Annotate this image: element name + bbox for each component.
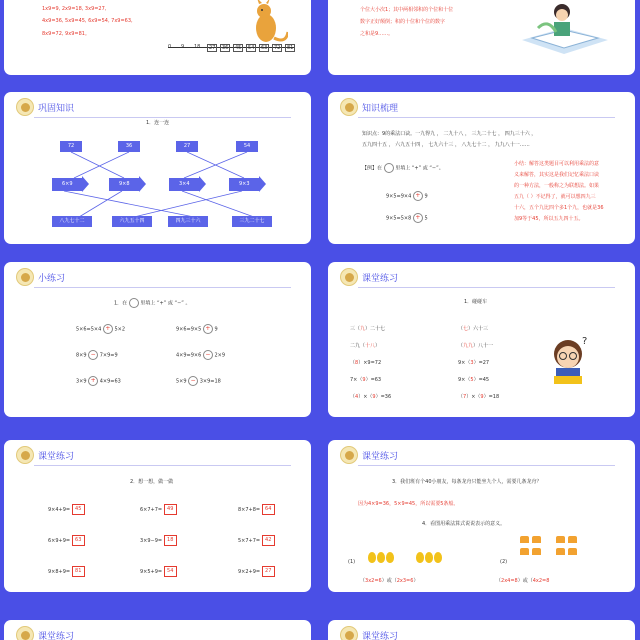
number-box: 36 [118, 141, 140, 152]
example-label: 【例】在 里填上 “+” 或 “−”。 [362, 163, 444, 173]
example-eq: 9×5=5×8 + 5 [386, 214, 428, 222]
slide-title: 知识梳理 [362, 103, 399, 114]
number-box: 72 [60, 141, 82, 152]
slide-dragon-boat [328, 440, 635, 592]
practice-item: 4×9=9×6 − 2×9 [176, 351, 226, 359]
fill-item: （4）×（9）=36 [350, 394, 392, 400]
logo-icon [340, 268, 358, 286]
tick-label: 81 [287, 45, 294, 51]
slide-title: 课堂练习 [362, 273, 399, 284]
tip-line: 十六，五个九比四个多1个九，也就是36 [514, 205, 604, 211]
practice-item: 5×9 − 3×9=18 [176, 377, 221, 385]
tick-label: 18 [194, 44, 201, 50]
number-box: 54 [236, 141, 258, 152]
fill-item: 二九（十八） [350, 343, 381, 349]
reading-girl-illustration [518, 0, 612, 56]
svg-text:?: ? [582, 336, 588, 347]
tick-label: 63 [261, 45, 268, 51]
slide-title: 巩固知识 [38, 103, 75, 114]
answer-circle: + [413, 213, 423, 223]
slide-header [340, 268, 398, 286]
tick-label: 9 [181, 44, 185, 50]
practice-item: 5×6=5×4 + 5×2 [76, 325, 126, 333]
fill-item: 9×（5）=45 [458, 377, 490, 383]
text-line: 1x9=9, 2x9=18, 3x9=27, [42, 6, 107, 12]
text-line: 之和是9……。 [360, 31, 394, 37]
phrase-box: 六九五十四 [112, 216, 152, 227]
cake [556, 536, 565, 543]
answer-circle: − [188, 376, 198, 386]
slide-nine-pattern [328, 0, 635, 75]
tip-line: 小结：解答这类题目可以利用乘法的意 [514, 161, 600, 167]
tick-label: 45 [235, 45, 242, 51]
slide-title: 课堂练习 [38, 631, 75, 640]
divider [34, 287, 291, 288]
fill-item: 9×（3）=27 [458, 360, 490, 366]
cake [532, 536, 541, 543]
divider [34, 465, 291, 466]
calc-item: 3×9−9= 18 [140, 535, 177, 546]
calc-item: 9×4+9= 45 [48, 504, 85, 515]
logo-icon [340, 446, 358, 464]
cake [520, 536, 529, 543]
slide-header [340, 446, 398, 464]
exercise-title: 1．连一连 [146, 120, 170, 126]
slide-knowledge [328, 92, 635, 244]
question-4: 4．看图用乘法算式说说表示的意义。 [422, 521, 506, 527]
slide-consolidate [4, 92, 311, 244]
label-1: (1) [348, 559, 356, 565]
tip-line: 五九（ ）不记得了，就可以想四九三 [514, 194, 596, 200]
answer-circle: + [413, 191, 423, 201]
logo-icon [340, 626, 358, 640]
fill-item: 7×（9）=63 [350, 377, 382, 383]
answer-box: 42 [262, 535, 275, 546]
phrase-box: 八九七十二 [52, 216, 92, 227]
answer-box: 45 [72, 504, 85, 515]
exercise-title: 1．碰碰车 [464, 299, 488, 305]
tick-label: 36 [222, 45, 229, 51]
answer-circle: + [203, 324, 213, 334]
tick-label: 27 [209, 45, 216, 51]
answer-circle: + [103, 324, 113, 334]
calc-item: 6×7+7= 49 [140, 504, 177, 515]
answer-box: 49 [164, 504, 177, 515]
answer-box: 63 [72, 535, 85, 546]
slide-header [16, 268, 65, 286]
tick-label: 54 [248, 45, 255, 51]
practice-item: 9×6=9×5 + 9 [176, 325, 218, 333]
text-line: 8x9=72, 9x9=81。 [42, 31, 90, 37]
text-line: 个位大小次1；其中两相邻积的个位和十位 [360, 7, 454, 13]
expression-arrow: 9×8 [109, 178, 139, 191]
slide-header [340, 98, 398, 116]
answer-box: 81 [72, 566, 85, 577]
slide-think-do [4, 440, 311, 592]
practice-item: 8×9 − 7×9=9 [76, 351, 118, 359]
answer-4-1: （3x2=6）或（2x3=6） [360, 578, 419, 584]
tip-line: 的一种方法，一般称之为联想法。如果 [514, 183, 600, 189]
logo-icon [16, 268, 34, 286]
fill-item: （七）六十三 [458, 326, 489, 332]
answer-circle: − [88, 350, 98, 360]
answer-box: 54 [164, 566, 177, 577]
exercise-title: 2．想一想，做一做 [130, 479, 174, 485]
calc-item: 9×2+9= 27 [238, 566, 275, 577]
question-3: 3．我们班有个40小朋友，每条龙舟只能坐九个人，需要几条龙舟？ [392, 479, 542, 485]
divider [358, 465, 615, 466]
slide-title: 课堂练习 [38, 451, 75, 462]
fill-item: （九九）八十一 [458, 343, 494, 349]
slide-multiplication-list [4, 0, 311, 75]
answer-box: 64 [262, 504, 275, 515]
tick-label: 0 [168, 44, 172, 50]
answer-box: 27 [262, 566, 275, 577]
pear-group [368, 548, 395, 567]
cake [520, 548, 529, 555]
boy-reading-illustration [544, 332, 596, 388]
fill-item: 三（九）二十七 [350, 326, 386, 332]
practice-item: 3×9 + 4×9=63 [76, 377, 121, 385]
knowledge-point: 知识点：9的乘法口诀。一九得九 ， 二九十八 ， 三九二十七 ， 四九三十六 ， [362, 131, 537, 137]
logo-icon [16, 446, 34, 464]
cake [568, 548, 577, 555]
label-2: (2) [500, 559, 508, 565]
expression-arrow: 3×4 [169, 178, 199, 191]
calc-item: 5×7+7= 42 [238, 535, 275, 546]
logo-icon [16, 626, 34, 640]
blank-circle [384, 163, 394, 173]
divider [358, 117, 615, 118]
expression-arrow: 9×3 [229, 178, 259, 191]
phrase-box: 四九三十六 [168, 216, 208, 227]
calc-item: 6×9+9= 63 [48, 535, 85, 546]
answer-4-2: （2x4=8）或（4x2=8 [496, 578, 550, 584]
answer-circle: − [203, 350, 213, 360]
answer-3: 因为4×9=36，5×9=45，所以需要5条船。 [358, 501, 459, 507]
cake [568, 536, 577, 543]
slide-header [16, 626, 74, 640]
cake [532, 548, 541, 555]
phrase-box: 三九二十七 [232, 216, 272, 227]
tip-line: 加9等于45，所以五九四十五。 [514, 216, 584, 222]
calc-item: 9×8+9= 81 [48, 566, 85, 577]
blank-circle [129, 298, 139, 308]
pear-group [416, 548, 443, 567]
slide-title: 课堂练习 [362, 631, 399, 640]
answer-box: 18 [164, 535, 177, 546]
fill-item: （8）×9=72 [350, 360, 382, 366]
calc-item: 9×5+9= 54 [140, 566, 177, 577]
knowledge-point-cont: 五九四十五 ， 六九五十四 ， 七九六十三 ， 八九七十二 ， 九九八十一…… [362, 142, 530, 148]
slide-cut-bottom-right [328, 620, 635, 640]
kangaroo-illustration [244, 0, 288, 48]
example-eq: 9×5=9×4 + 9 [386, 192, 428, 200]
tick-label: 72 [274, 45, 281, 51]
divider [358, 287, 615, 288]
number-line-ticks [168, 44, 298, 58]
expression-arrow: 6×9 [52, 178, 82, 191]
exercise-title: 1．在 里填上 “+” 或 “−” 。 [114, 298, 190, 308]
slide-title: 小练习 [38, 273, 66, 284]
cake [556, 548, 565, 555]
slide-bumper-car [328, 262, 635, 417]
answer-circle: + [88, 376, 98, 386]
slide-header [16, 446, 74, 464]
tip-line: 义来解答，其实这是我们记忆乘法口诀 [514, 172, 600, 178]
slide-cut-bottom-left [4, 620, 311, 640]
slide-small-practice [4, 262, 311, 417]
number-box: 27 [176, 141, 198, 152]
text-line: 数字正好颠倒；积的十位和个位的数字 [360, 19, 446, 25]
fill-item: （7）×（9）=18 [458, 394, 500, 400]
calc-item: 8×7+8= 64 [238, 504, 275, 515]
logo-icon [340, 98, 358, 116]
slide-header [340, 626, 398, 640]
slide-title: 课堂练习 [362, 451, 399, 462]
text-line: 4x9=36, 5x9=45, 6x9=54, 7x9=63, [42, 18, 133, 24]
